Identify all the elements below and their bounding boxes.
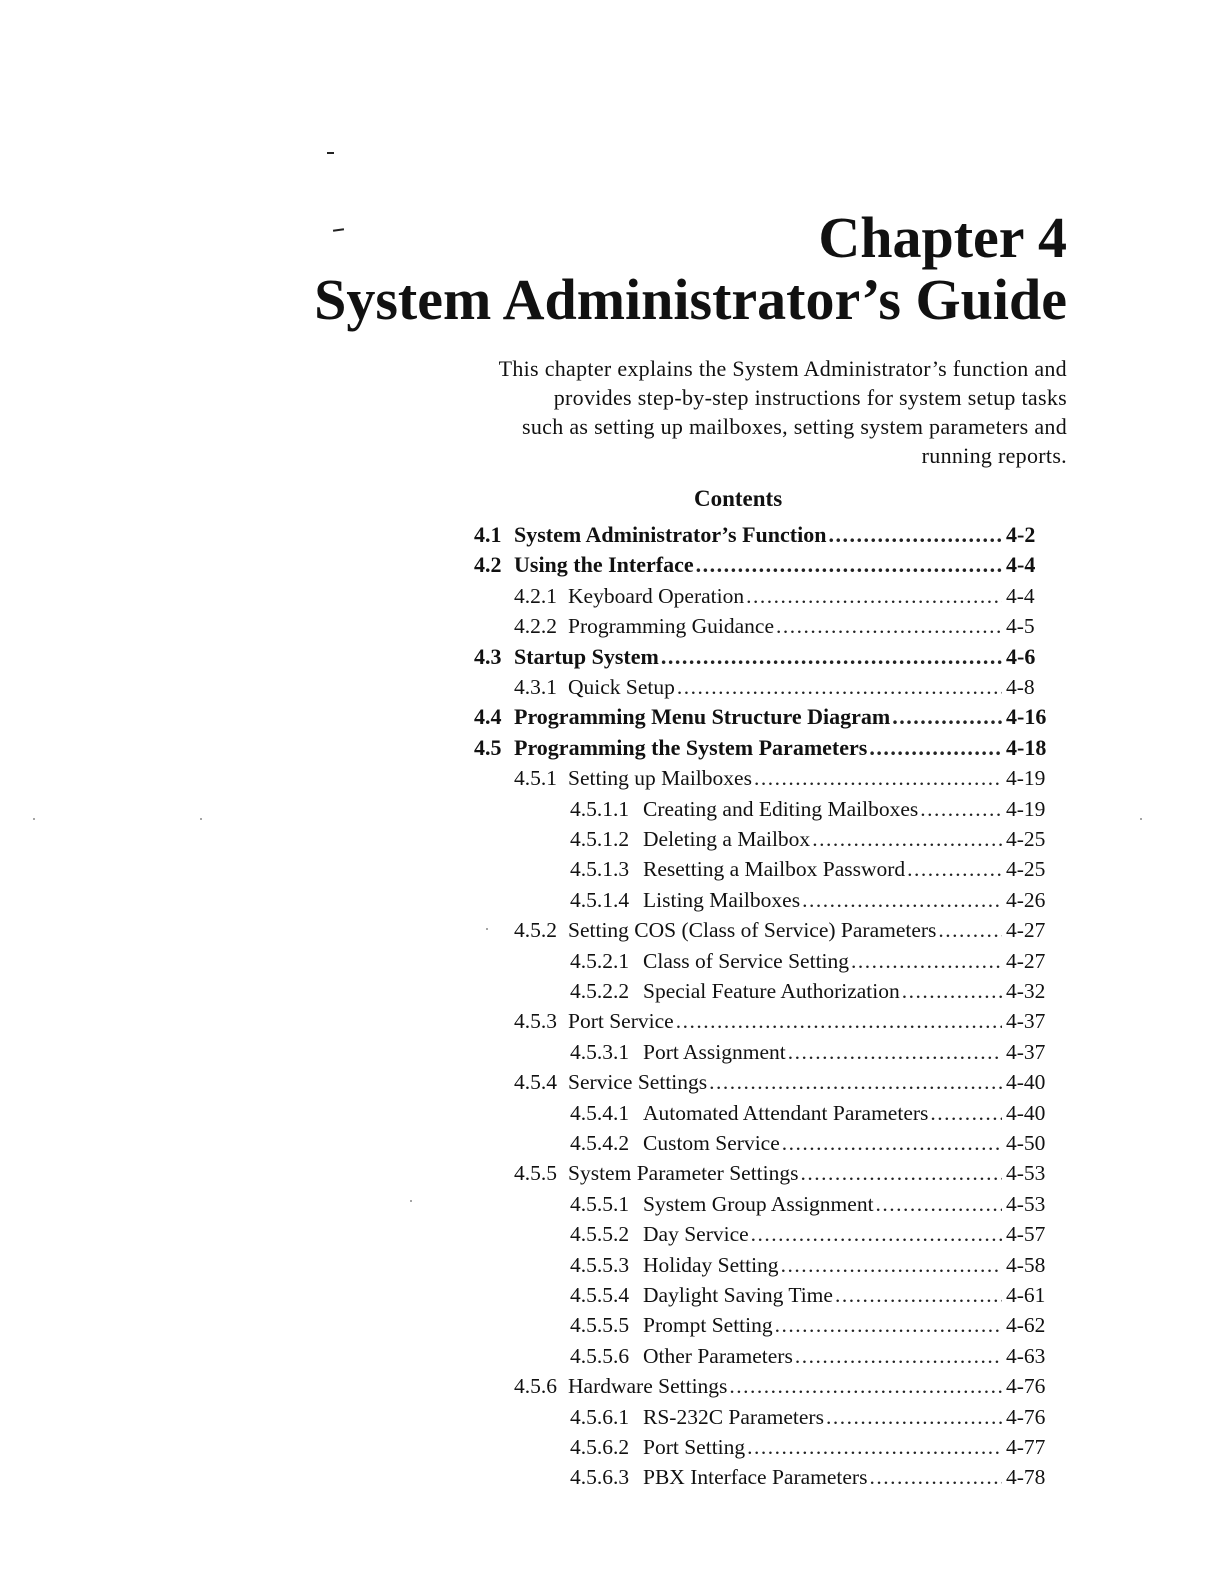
toc-entry[interactable]: [474, 642, 1052, 672]
toc-entry-page: 4-76: [1006, 1404, 1046, 1429]
toc-entry-page: 4-8: [1006, 675, 1035, 699]
toc-entry-number: 4.5.4.2: [570, 1131, 630, 1155]
toc-dot-leader: [851, 946, 1002, 976]
toc-entry-number: 4.4: [474, 704, 502, 730]
toc-entry-page: 4-27: [1006, 948, 1046, 973]
toc-dot-leader: [788, 1037, 1002, 1067]
toc-entry-number: 4.5.1.4: [570, 887, 630, 912]
toc-entry[interactable]: [570, 1037, 1052, 1067]
toc-dot-leader: [812, 824, 1002, 854]
toc-entry-title: Programming the System Parameters: [514, 734, 868, 760]
toc-entry[interactable]: [474, 520, 1052, 550]
toc-dot-leader: [746, 581, 1002, 611]
toc-dot-leader: [729, 1371, 1002, 1401]
toc-dot-leader: [826, 1402, 1002, 1432]
toc-entry-page: 4-25: [1006, 827, 1046, 851]
toc-entry[interactable]: [570, 1098, 1052, 1128]
toc-entry-page: 4-19: [1006, 766, 1046, 791]
toc-entry-page: 4-63: [1006, 1343, 1046, 1368]
toc-entry[interactable]: [570, 976, 1052, 1006]
toc-entry-number: 4.5.5.1: [570, 1191, 630, 1216]
toc-entry[interactable]: [570, 794, 1052, 824]
toc-entry-number: 4.5.3.1: [570, 1039, 630, 1064]
toc-entry-number: 4.5: [474, 734, 502, 760]
toc-entry-title: Automated Attendant Parameters: [643, 1100, 929, 1125]
toc-dot-leader: [747, 1432, 1002, 1462]
toc-entry-number: 4.5.4: [514, 1070, 557, 1095]
toc-entry-page: 4-18: [1006, 734, 1047, 760]
intro-line: This chapter explains the System Administrator’s function and: [498, 356, 1067, 381]
toc-entry-page: 4-4: [1006, 552, 1036, 578]
toc-entry-title: System Parameter Settings: [568, 1161, 799, 1186]
toc-dot-leader: [781, 1250, 1002, 1280]
toc-entry-number: 4.2.2: [514, 614, 557, 639]
scan-speck: [1140, 818, 1142, 820]
toc-dot-leader: [892, 702, 1002, 732]
toc-dot-leader: [782, 1128, 1002, 1158]
toc-entry-page: 4-4: [1006, 583, 1035, 608]
toc-entry-title: Prompt Setting: [643, 1313, 773, 1338]
toc-entry-number: 4.5.4.1: [570, 1100, 630, 1125]
toc-entry-number: 4.5.2: [514, 918, 557, 943]
toc-entry-title: Creating and Editing Mailboxes: [643, 796, 919, 821]
toc-entry-title: Holiday Setting: [643, 1252, 779, 1277]
toc-dot-leader: [930, 1098, 1002, 1128]
toc-entry-page: 4-37: [1006, 1039, 1046, 1064]
toc-dot-leader: [920, 794, 1002, 824]
toc-entry-title: Hardware Settings: [568, 1374, 728, 1399]
toc-entry-title: Custom Service: [643, 1131, 780, 1155]
toc-dot-leader: [776, 611, 1002, 641]
toc-entry-number: 4.5.1.2: [570, 827, 630, 851]
toc-entry-number: 4.3.1: [514, 675, 557, 699]
intro-line: such as setting up mailboxes, setting system parameters and: [522, 414, 1067, 439]
toc-entry-title: System Group Assignment: [643, 1191, 874, 1216]
toc-entry-number: 4.5.5.3: [570, 1252, 630, 1277]
toc-entry-title: RS-232C Parameters: [643, 1404, 824, 1429]
toc-entry-page: 4-40: [1006, 1070, 1046, 1095]
intro-line: running reports.: [921, 443, 1067, 468]
toc-dot-leader: [751, 1219, 1002, 1249]
toc-dot-leader: [696, 550, 1002, 580]
scan-speck: [33, 818, 35, 820]
toc-dot-leader: [676, 1006, 1002, 1036]
toc-dot-leader: [795, 1341, 1002, 1371]
toc-entry-number: 4.5.2.1: [570, 948, 630, 973]
toc-entry-title: PBX Interface Parameters: [643, 1465, 868, 1490]
toc-entry[interactable]: [514, 915, 1052, 945]
toc-entry-number: 4.5.1: [514, 766, 557, 791]
toc-entry[interactable]: [570, 885, 1052, 915]
toc-entry[interactable]: [570, 1128, 1052, 1158]
toc-entry[interactable]: [570, 1280, 1052, 1310]
toc-dot-leader: [802, 885, 1002, 915]
toc-entry[interactable]: [570, 1462, 1052, 1492]
toc-entry-page: 4-2: [1006, 522, 1036, 547]
toc-entry-page: 4-19: [1006, 796, 1046, 821]
toc-dot-leader: [709, 1067, 1002, 1097]
scan-speck: [200, 818, 202, 820]
toc-entry-title: Deleting a Mailbox: [643, 827, 811, 851]
toc-entry-title: Daylight Saving Time: [643, 1283, 833, 1307]
toc-entry-page: 4-40: [1006, 1100, 1046, 1125]
toc-entry-title: Programming Menu Structure Diagram: [514, 704, 891, 730]
toc-entry-page: 4-77: [1006, 1435, 1046, 1459]
toc-entry-page: 4-78: [1006, 1465, 1046, 1490]
toc-dot-leader: [775, 1310, 1002, 1340]
toc-dot-leader: [801, 1158, 1003, 1188]
toc-entry-title: Port Service: [568, 1009, 674, 1034]
toc-entry-title: Listing Mailboxes: [643, 887, 801, 912]
toc-entry[interactable]: [570, 824, 1052, 854]
toc-entry[interactable]: [474, 702, 1052, 732]
toc-entry-page: 4-25: [1006, 857, 1046, 882]
toc-dot-leader: [876, 1189, 1002, 1219]
toc-entry-page: 4-32: [1006, 979, 1046, 1003]
toc-entry-page: 4-27: [1006, 918, 1046, 943]
scan-mark: [333, 228, 344, 232]
toc-entry-number: 4.2.1: [514, 583, 557, 608]
toc-entry-number: 4.5.5.2: [570, 1222, 630, 1247]
toc-dot-leader: [907, 854, 1002, 884]
toc-entry-title: System Administrator’s Function: [514, 522, 827, 547]
toc-entry[interactable]: [514, 1067, 1052, 1097]
toc-entry-title: Day Service: [643, 1222, 749, 1247]
toc-entry[interactable]: [514, 672, 1052, 702]
toc-entry[interactable]: [570, 1402, 1052, 1432]
toc-entry-number: 4.5.5.5: [570, 1313, 630, 1338]
toc-entry-number: 4.5.5: [514, 1161, 557, 1186]
toc-entry-number: 4.1: [474, 522, 502, 547]
toc-entry-title: Setting up Mailboxes: [568, 766, 752, 791]
toc-entry-title: Keyboard Operation: [568, 583, 745, 608]
toc-dot-leader: [938, 915, 1002, 945]
toc-entry[interactable]: [570, 1189, 1052, 1219]
contents-heading: Contents: [694, 486, 783, 511]
toc-entry-number: 4.5.5.4: [570, 1283, 630, 1307]
toc-entry-number: 4.3: [474, 643, 502, 669]
toc-entry-number: 4.5.2.2: [570, 979, 630, 1003]
toc-entry-page: 4-62: [1006, 1313, 1046, 1338]
toc-entry-number: 4.5.5.6: [570, 1343, 630, 1368]
toc-entry-page: 4-6: [1006, 643, 1036, 669]
toc-entry[interactable]: [514, 1371, 1052, 1401]
chapter-subtitle: System Administrator’s Guide: [314, 267, 1067, 332]
chapter-title: Chapter 4: [818, 205, 1067, 270]
toc-entry[interactable]: [514, 763, 1052, 793]
toc-entry-number: 4.5.1.3: [570, 857, 630, 882]
toc-dot-leader: [661, 642, 1002, 672]
toc-entry-number: 4.5.6.2: [570, 1435, 630, 1459]
scan-speck: [410, 1200, 412, 1202]
toc-entry[interactable]: [570, 854, 1052, 884]
toc-dot-leader: [902, 976, 1002, 1006]
toc-entry-page: 4-58: [1006, 1252, 1046, 1277]
toc-entry-title: Startup System: [514, 643, 659, 669]
toc-entry-number: 4.5.6.1: [570, 1404, 630, 1429]
toc-dot-leader: [828, 520, 1002, 550]
toc-dot-leader: [869, 733, 1002, 763]
toc-entry-page: 4-53: [1006, 1191, 1046, 1216]
toc-entry-title: Using the Interface: [514, 552, 694, 578]
toc-entry-page: 4-37: [1006, 1009, 1046, 1034]
toc-entry-title: Resetting a Mailbox Password: [643, 857, 906, 882]
toc-entry-title: Class of Service Setting: [643, 948, 850, 973]
chapter-intro: [427, 354, 1067, 470]
toc-entry-page: 4-26: [1006, 887, 1046, 912]
toc-entry-number: 4.5.6: [514, 1374, 557, 1399]
toc-entry[interactable]: [570, 1310, 1052, 1340]
scan-speck: [486, 928, 488, 930]
toc-entry[interactable]: [570, 1250, 1052, 1280]
toc-entry-page: 4-57: [1006, 1222, 1046, 1247]
toc-entry-title: Port Assignment: [643, 1039, 786, 1064]
toc-entry-title: Programming Guidance: [568, 614, 774, 639]
toc-entry[interactable]: [570, 946, 1052, 976]
toc-entry-title: Special Feature Authorization: [643, 979, 900, 1003]
toc-entry[interactable]: [514, 611, 1052, 641]
toc-dot-leader: [869, 1462, 1002, 1492]
intro-line: provides step-by-step instructions for system setup tasks: [553, 385, 1067, 410]
toc-entry-number: 4.5.6.3: [570, 1465, 630, 1490]
toc-entry[interactable]: [474, 550, 1052, 580]
toc-dot-leader: [677, 672, 1002, 702]
toc-entry[interactable]: [570, 1432, 1052, 1462]
toc-entry-page: 4-53: [1006, 1161, 1046, 1186]
toc-entry-number: 4.5.3: [514, 1009, 557, 1034]
toc-entry[interactable]: [570, 1341, 1052, 1371]
toc-entry[interactable]: [570, 1219, 1052, 1249]
toc-entry-title: Port Setting: [643, 1435, 746, 1459]
scan-mark: [327, 152, 334, 154]
toc-dot-leader: [835, 1280, 1002, 1310]
toc-entry-number: 4.2: [474, 552, 502, 578]
toc-entry-title: Other Parameters: [643, 1343, 793, 1368]
toc-entry-title: Quick Setup: [568, 675, 675, 699]
toc-entry-page: 4-50: [1006, 1131, 1046, 1155]
toc-entry-page: 4-16: [1006, 704, 1047, 730]
toc-entry-title: Service Settings: [568, 1070, 708, 1095]
toc-entry-number: 4.5.1.1: [570, 796, 630, 821]
toc-entry-page: 4-61: [1006, 1283, 1046, 1307]
toc-entry-page: 4-5: [1006, 614, 1035, 639]
toc-entry-title: Setting COS (Class of Service) Parameters: [568, 918, 937, 943]
toc-entry[interactable]: [514, 581, 1052, 611]
toc-entry-page: 4-76: [1006, 1374, 1046, 1399]
toc-entry[interactable]: [514, 1158, 1052, 1188]
toc-entry[interactable]: [514, 1006, 1052, 1036]
toc-entry[interactable]: [474, 733, 1052, 763]
toc-dot-leader: [754, 763, 1002, 793]
